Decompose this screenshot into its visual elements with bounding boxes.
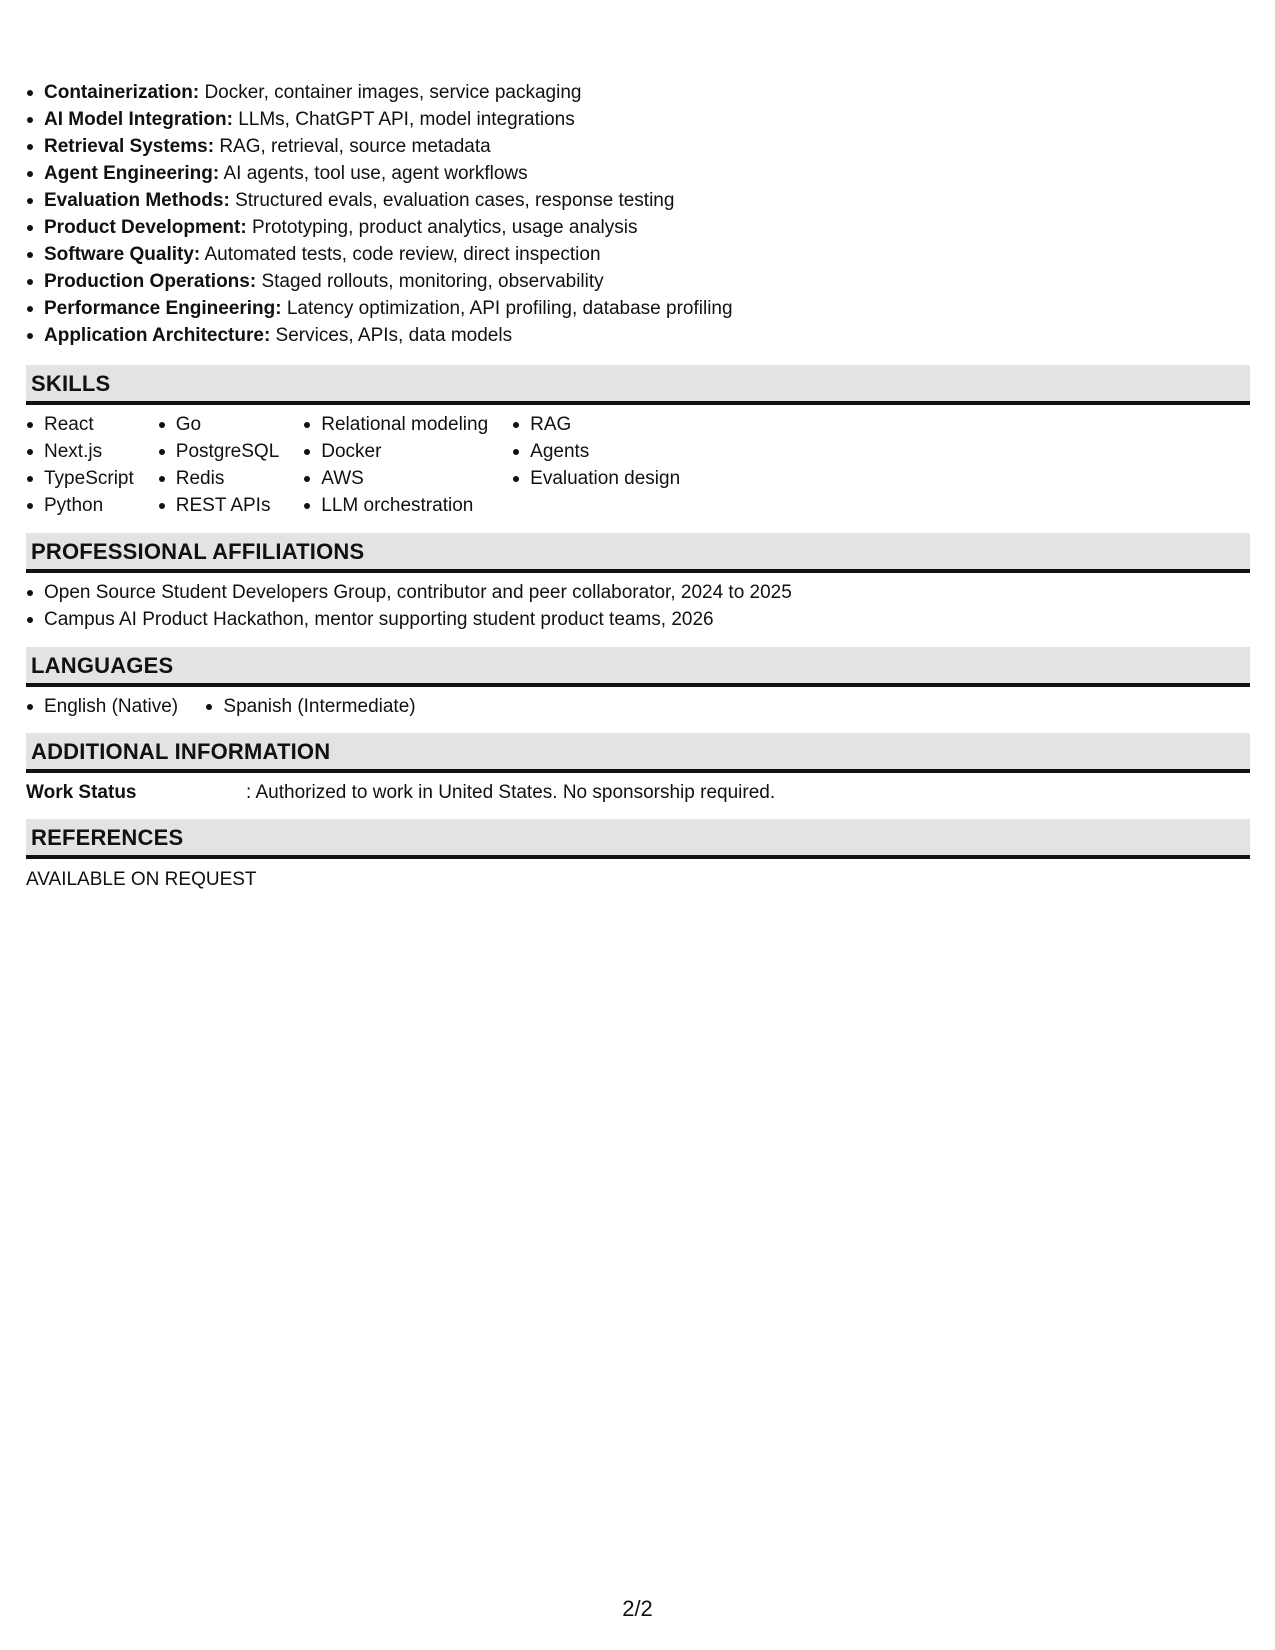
additional-info-heading: ADDITIONAL INFORMATION <box>26 733 1250 773</box>
work-status-label: Work Status <box>26 782 137 803</box>
skill-item: Docker <box>321 438 488 465</box>
list-item <box>44 79 1250 106</box>
skill-item: Evaluation design <box>530 465 680 492</box>
competency-label: Containerization: <box>44 82 200 103</box>
list-item: Campus AI Product Hackathon, mentor supporting student product teams, 2026 <box>44 606 1250 633</box>
competencies-list <box>26 79 1250 349</box>
affiliations-list <box>26 579 1250 633</box>
competency-text: RAG, retrieval, source metadata <box>214 136 491 157</box>
skill-item: Relational modeling <box>321 411 488 438</box>
language-item: English (Native) <box>44 693 178 720</box>
skills-column <box>158 411 280 519</box>
list-item <box>44 295 1250 322</box>
skill-item: REST APIs <box>176 492 280 519</box>
competency-text: Docker, container images, service packaging <box>199 82 582 103</box>
work-status-value: : Authorized to work in United States. No sponsorship required. <box>246 782 776 803</box>
list-item <box>44 268 1250 295</box>
competency-text: Automated tests, code review, direct inspection <box>200 244 601 265</box>
competency-text: Staged rollouts, monitoring, observability <box>256 271 604 292</box>
skill-item: Agents <box>530 438 680 465</box>
skill-item: React <box>44 411 134 438</box>
page-number: 2/2 <box>622 1596 653 1621</box>
list-item <box>44 322 1250 349</box>
references-text: AVAILABLE ON REQUEST <box>26 869 257 890</box>
competency-label: Production Operations: <box>44 271 257 292</box>
skill-item: AWS <box>321 465 488 492</box>
list-item <box>44 160 1250 187</box>
skill-item: TypeScript <box>44 465 134 492</box>
competency-label: Agent Engineering: <box>44 163 220 184</box>
list-item <box>44 106 1250 133</box>
competency-text: Prototyping, product analytics, usage analysis <box>246 217 638 238</box>
skills-columns <box>26 411 1250 519</box>
competency-text: Services, APIs, data models <box>270 325 513 346</box>
competency-text: LLMs, ChatGPT API, model integrations <box>232 109 575 130</box>
list-item <box>44 187 1250 214</box>
skill-item: Next.js <box>44 438 134 465</box>
skill-item: Go <box>176 411 280 438</box>
competency-label: Application Architecture: <box>44 325 271 346</box>
competency-label: Software Quality: <box>44 244 201 265</box>
skill-item: Redis <box>176 465 280 492</box>
affiliations-heading: PROFESSIONAL AFFILIATIONS <box>26 533 1250 573</box>
skills-column <box>303 411 488 519</box>
languages-list <box>26 693 1250 720</box>
competency-label: Performance Engineering: <box>44 298 282 319</box>
work-status-row <box>26 779 1250 806</box>
competency-text: AI agents, tool use, agent workflows <box>219 163 528 184</box>
languages-heading: LANGUAGES <box>26 647 1250 687</box>
skill-item: PostgreSQL <box>176 438 280 465</box>
resume-page <box>26 79 1250 893</box>
skills-column <box>512 411 680 519</box>
skill-item: Python <box>44 492 134 519</box>
competency-label: AI Model Integration: <box>44 109 233 130</box>
competency-label: Retrieval Systems: <box>44 136 215 157</box>
competency-label: Evaluation Methods: <box>44 190 230 211</box>
language-item: Spanish (Intermediate) <box>223 693 415 720</box>
list-item <box>44 214 1250 241</box>
references-heading: REFERENCES <box>26 819 1250 859</box>
list-item <box>44 241 1250 268</box>
competency-text: Latency optimization, API profiling, database profiling <box>281 298 733 319</box>
skill-item: LLM orchestration <box>321 492 488 519</box>
competency-text: Structured evals, evaluation cases, response testing <box>229 190 675 211</box>
list-item: Open Source Student Developers Group, contributor and peer collaborator, 2024 to 2025 <box>44 579 1250 606</box>
skills-column <box>26 411 134 519</box>
skills-heading: SKILLS <box>26 365 1250 405</box>
list-item <box>44 133 1250 160</box>
competency-label: Product Development: <box>44 217 247 238</box>
skill-item: RAG <box>530 411 680 438</box>
